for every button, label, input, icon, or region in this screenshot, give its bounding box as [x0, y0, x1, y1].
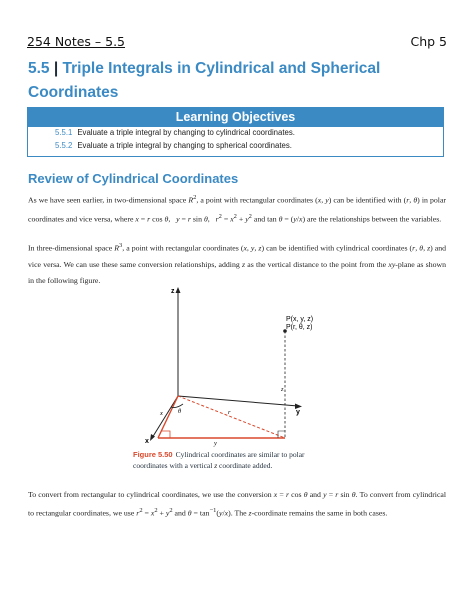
- point-label-rect: P(x, y, z): [286, 316, 314, 323]
- title-number: 5.5: [28, 60, 50, 77]
- caption-label: Figure 5.50: [133, 450, 173, 459]
- r-segment: [178, 396, 285, 438]
- caption-text: coordinate added.: [219, 461, 273, 470]
- para-text: are the relationships between the variables.: [306, 214, 442, 224]
- para-text: -coordinate remains the same in both cases.: [251, 508, 388, 518]
- label-r: r: [228, 409, 231, 416]
- y-axis: [178, 396, 298, 406]
- para-text: and vice versa. We can use these same conversion relationships, adding: [28, 243, 447, 269]
- page-title: [28, 57, 448, 105]
- title-text: Triple Integrals in Cylindrical and Spherical Coordinates: [28, 60, 381, 101]
- learning-objectives-box: [27, 107, 444, 157]
- para-text: . To convert from cylindrical to rectangular coordinates, we use: [28, 490, 447, 518]
- paragraph-conversion: To convert from rectangular to cylindrical coordinates, we use the conversion x = r cos θ and y = r sin θ. To convert from cylindrical to rectangular coordinates, we use $r^2 = x^2 + y^2$ and $\theta = \tan^{-1}(y/x)$. The z-coordinate remains the same in both cases.: [28, 490, 447, 518]
- axis-label-z: z: [171, 288, 175, 295]
- objective-text: Evaluate a triple integral by changing to spherical coordinates.: [77, 140, 292, 150]
- x-axis: [152, 396, 178, 438]
- section-heading: Review of Cylindrical Coordinates: [28, 171, 239, 186]
- para-text: , a point with rectangular coordinates: [122, 243, 239, 253]
- title-separator: |: [49, 60, 63, 77]
- label-z-height: z: [281, 386, 284, 393]
- x-projection: [158, 396, 178, 438]
- right-angle-marker: [162, 431, 170, 438]
- para-text: -plane as shown in the following figure.: [28, 259, 447, 285]
- objective-text: Evaluate a triple integral by changing to cylindrical coordinates.: [77, 128, 295, 137]
- para-text: can be identified with: [333, 195, 402, 205]
- para-text: as the vertical distance to the point from the: [247, 259, 387, 269]
- para-text: To convert from rectangular to cylindrical coordinates, we use the conversion: [28, 490, 272, 499]
- objective-number: 5.5.1: [55, 128, 73, 137]
- objective-number: 5.5.2: [55, 140, 73, 150]
- para-text: in polar coordinates and vice versa, where: [28, 195, 447, 224]
- page-header-right: Chp 5: [410, 34, 447, 49]
- figure-caption: Figure 5.50 Cylindrical coordinates are similar to polar coordinates with a vertical z coordinate added.: [133, 450, 305, 470]
- label-theta: θ: [178, 408, 182, 415]
- para-text: and: [253, 214, 266, 224]
- axis-label-x: x: [145, 438, 149, 445]
- para-text: and: [309, 490, 321, 499]
- para-text: can be identified with cylindrical coordinates: [266, 243, 408, 253]
- objective-item: [28, 140, 443, 153]
- caption-text: Cylindrical coordinates are similar to polar coordinates with a vertical: [133, 450, 305, 470]
- paragraph-polar: As we have seen earlier, in two-dimensional space $R^2$, a point with rectangular coordinates (x, y) can be identified with (r, θ) in polar coordinates and vice versa, where x = r cos θ, y = r sin θ, $r^2 = x^2 + y^2$ and tan θ = (y/x) are the relationships between the variables.: [28, 194, 447, 224]
- para-text: In three-dimensional space: [28, 243, 113, 253]
- learning-objectives-heading: Learning Objectives: [28, 108, 443, 127]
- objective-item: [28, 127, 443, 140]
- label-y: y: [214, 440, 217, 447]
- paragraph-cylindrical: In three-dimensional space $R^3$, a point with rectangular coordinates (x, y, z) can be identified with cylindrical coordinates (r, θ, z) and vice versa. We can use these same conversion relationships, adding z as the vertical distance to the point from the xy-plane as shown in the following figure.: [28, 242, 447, 285]
- point-label-cyl: P(r, θ, z): [286, 324, 313, 331]
- para-text: . The: [230, 508, 247, 518]
- z-axis-arrow: [176, 287, 181, 293]
- cylindrical-coordinates-figure: [145, 283, 330, 447]
- label-x: x: [160, 410, 163, 417]
- axis-label-y: y: [296, 409, 300, 416]
- para-text: As we have seen earlier, in two-dimensional space: [28, 195, 187, 205]
- para-text: and: [174, 508, 186, 518]
- para-text: , a point with rectangular coordinates: [196, 195, 314, 205]
- page-header-left: 254 Notes – 5.5: [27, 34, 126, 49]
